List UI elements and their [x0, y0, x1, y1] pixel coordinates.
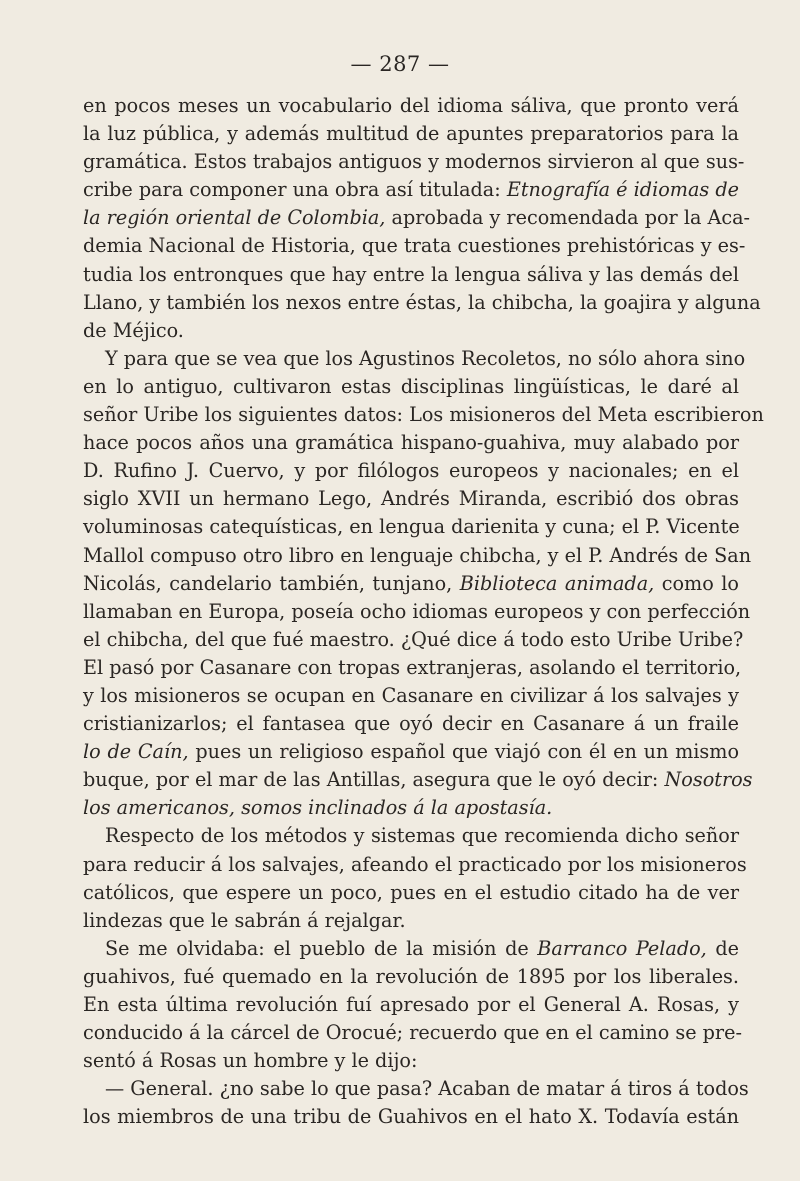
- text-line: [83, 457, 739, 485]
- line-italic-text: la región oriental de Colombia,: [83, 206, 386, 230]
- line-text: lindezas que le sabrán á rejalgar.: [83, 908, 406, 932]
- line-italic-text: Biblioteca animada,: [459, 571, 655, 595]
- text-line: [83, 710, 739, 738]
- body-text: [83, 92, 764, 1131]
- text-line: [83, 429, 739, 457]
- text-line: [83, 92, 739, 120]
- text-line: [83, 485, 739, 513]
- line-italic-text: Barranco Pelado,: [537, 936, 707, 960]
- text-line: [83, 373, 739, 401]
- text-line: [83, 1047, 739, 1075]
- line-text: señor Uribe los siguientes datos: Los misioneros del Meta escribieron: [83, 403, 764, 427]
- text-line: [83, 963, 739, 991]
- line-text: Y para que se vea que los Agustinos Recoletos, no sólo ahora sino: [105, 346, 746, 370]
- line-text-after: aprobada y recomendada por la Aca-: [385, 206, 751, 230]
- text-line: [83, 822, 739, 850]
- text-line: [83, 120, 739, 148]
- text-line: [83, 598, 751, 626]
- page-number: — 287 —: [350, 52, 450, 76]
- line-text: Se me olvidaba: el pueblo de la misión de: [105, 936, 538, 960]
- line-text: voluminosas catequísticas, en lengua darienita y cuna; el P. Vicente: [83, 515, 740, 539]
- line-text: los miembros de una tribu de Guahivos en el hato X. Todavía están: [83, 1105, 739, 1129]
- line-text: D. Rufino J. Cuervo, y por filólogos europeos y nacionales; en el: [83, 459, 739, 483]
- line-text: El pasó por Casanare con tropas extranjeras, asolando el territorio,: [83, 655, 742, 679]
- text-line: [83, 1075, 749, 1103]
- line-text: en pocos meses un vocabulario del idioma sáliva, que pronto verá: [83, 94, 739, 117]
- text-line: [83, 1019, 742, 1047]
- line-text: cristianizarlos; el fantasea que oyó decir en Casanare á un fraile: [83, 712, 739, 736]
- line-text: de Méjico.: [83, 318, 184, 342]
- line-text: — General. ¿no sabe lo que pasa? Acaban de matar á tiros á todos: [105, 1077, 749, 1101]
- line-text: la luz pública, y además multitud de apuntes preparatorios para la: [83, 122, 739, 146]
- text-line: [83, 626, 744, 654]
- line-text: buque, por el mar de las Antillas, asegura que le oyó decir:: [83, 768, 665, 792]
- line-text: demia Nacional de Historia, que trata cuestiones prehistóricas y es-: [83, 234, 746, 258]
- text-line: [83, 204, 751, 232]
- text-line: [83, 542, 752, 570]
- line-text: guahivos, fué quemado en la revolución de 1895 por los liberales.: [83, 964, 739, 988]
- line-text: siglo XVII un hermano Lego, Andrés Miranda, escribió dos obras: [83, 487, 739, 511]
- line-text: hace pocos años una gramática hispano-guahiva, muy alabado por: [83, 431, 739, 455]
- text-line: [83, 176, 739, 204]
- line-text: cribe para componer una obra así titulada:: [83, 178, 507, 202]
- text-line: [83, 289, 761, 317]
- line-text-after: pues un religioso español que viajó con él en un mismo: [188, 740, 739, 764]
- line-italic-text: Etnografía é idiomas de: [506, 178, 740, 202]
- text-line: [83, 682, 739, 710]
- text-line: [83, 907, 739, 935]
- text-line: [83, 232, 746, 260]
- line-italic-text: los americanos, somos inclinados á la apostasía.: [83, 796, 553, 820]
- text-line: [83, 148, 745, 176]
- line-text: gramática. Estos trabajos antiguos y modernos sirvieron al que sus-: [83, 150, 745, 174]
- text-line: [83, 317, 739, 345]
- line-text: Mallol compuso otro libro en lenguaje chibcha, y el P. Andrés de San: [83, 543, 752, 567]
- text-line: [83, 851, 747, 879]
- line-text: católicos, que espere un poco, pues en el estudio citado ha de ver: [83, 880, 739, 904]
- line-text: sentó á Rosas un hombre y le dijo:: [83, 1049, 418, 1073]
- text-line: [83, 738, 739, 766]
- text-line: [83, 766, 753, 794]
- line-text: en lo antiguo, cultivaron estas disciplinas lingüísticas, le daré al: [83, 374, 739, 398]
- line-text: llamaban en Europa, poseía ocho idiomas europeos y con perfección: [83, 599, 751, 623]
- text-line: [83, 570, 739, 598]
- line-text: tudia los entronques que hay entre la lengua sáliva y las demás del: [83, 262, 739, 286]
- line-text: conducido á la cárcel de Orocué; recuerdo que en el camino se pre-: [83, 1021, 742, 1045]
- line-text: Llano, y también los nexos entre éstas, la chibcha, la goajira y alguna: [83, 290, 761, 314]
- text-line: [83, 879, 739, 907]
- line-text: y los misioneros se ocupan en Casanare en civilizar á los salvajes y: [83, 683, 739, 707]
- line-italic-text: Nosotros: [664, 768, 753, 792]
- line-text: para reducir á los salvajes, afeando el practicado por los misioneros: [83, 852, 747, 876]
- text-line: [83, 1103, 739, 1131]
- text-line: [83, 991, 739, 1019]
- line-text: el chibcha, del que fué maestro. ¿Qué dice á todo esto Uribe Uribe?: [83, 627, 744, 651]
- text-line: [83, 935, 739, 963]
- text-line: [83, 345, 746, 373]
- line-text-after: como lo: [654, 571, 739, 595]
- text-line: [83, 261, 739, 289]
- line-text: En esta última revolución fuí apresado por el General A. Rosas, y: [83, 993, 739, 1016]
- line-italic-text: lo de Caín,: [83, 740, 189, 764]
- line-text: Respecto de los métodos y sistemas que recomienda dicho señor: [105, 824, 739, 848]
- text-line: [83, 513, 739, 541]
- line-text: Nicolás, candelario también, tunjano,: [83, 571, 460, 595]
- text-line: [83, 654, 742, 682]
- text-line: [83, 794, 739, 822]
- line-text-after: de: [706, 936, 739, 960]
- text-line: [83, 401, 764, 429]
